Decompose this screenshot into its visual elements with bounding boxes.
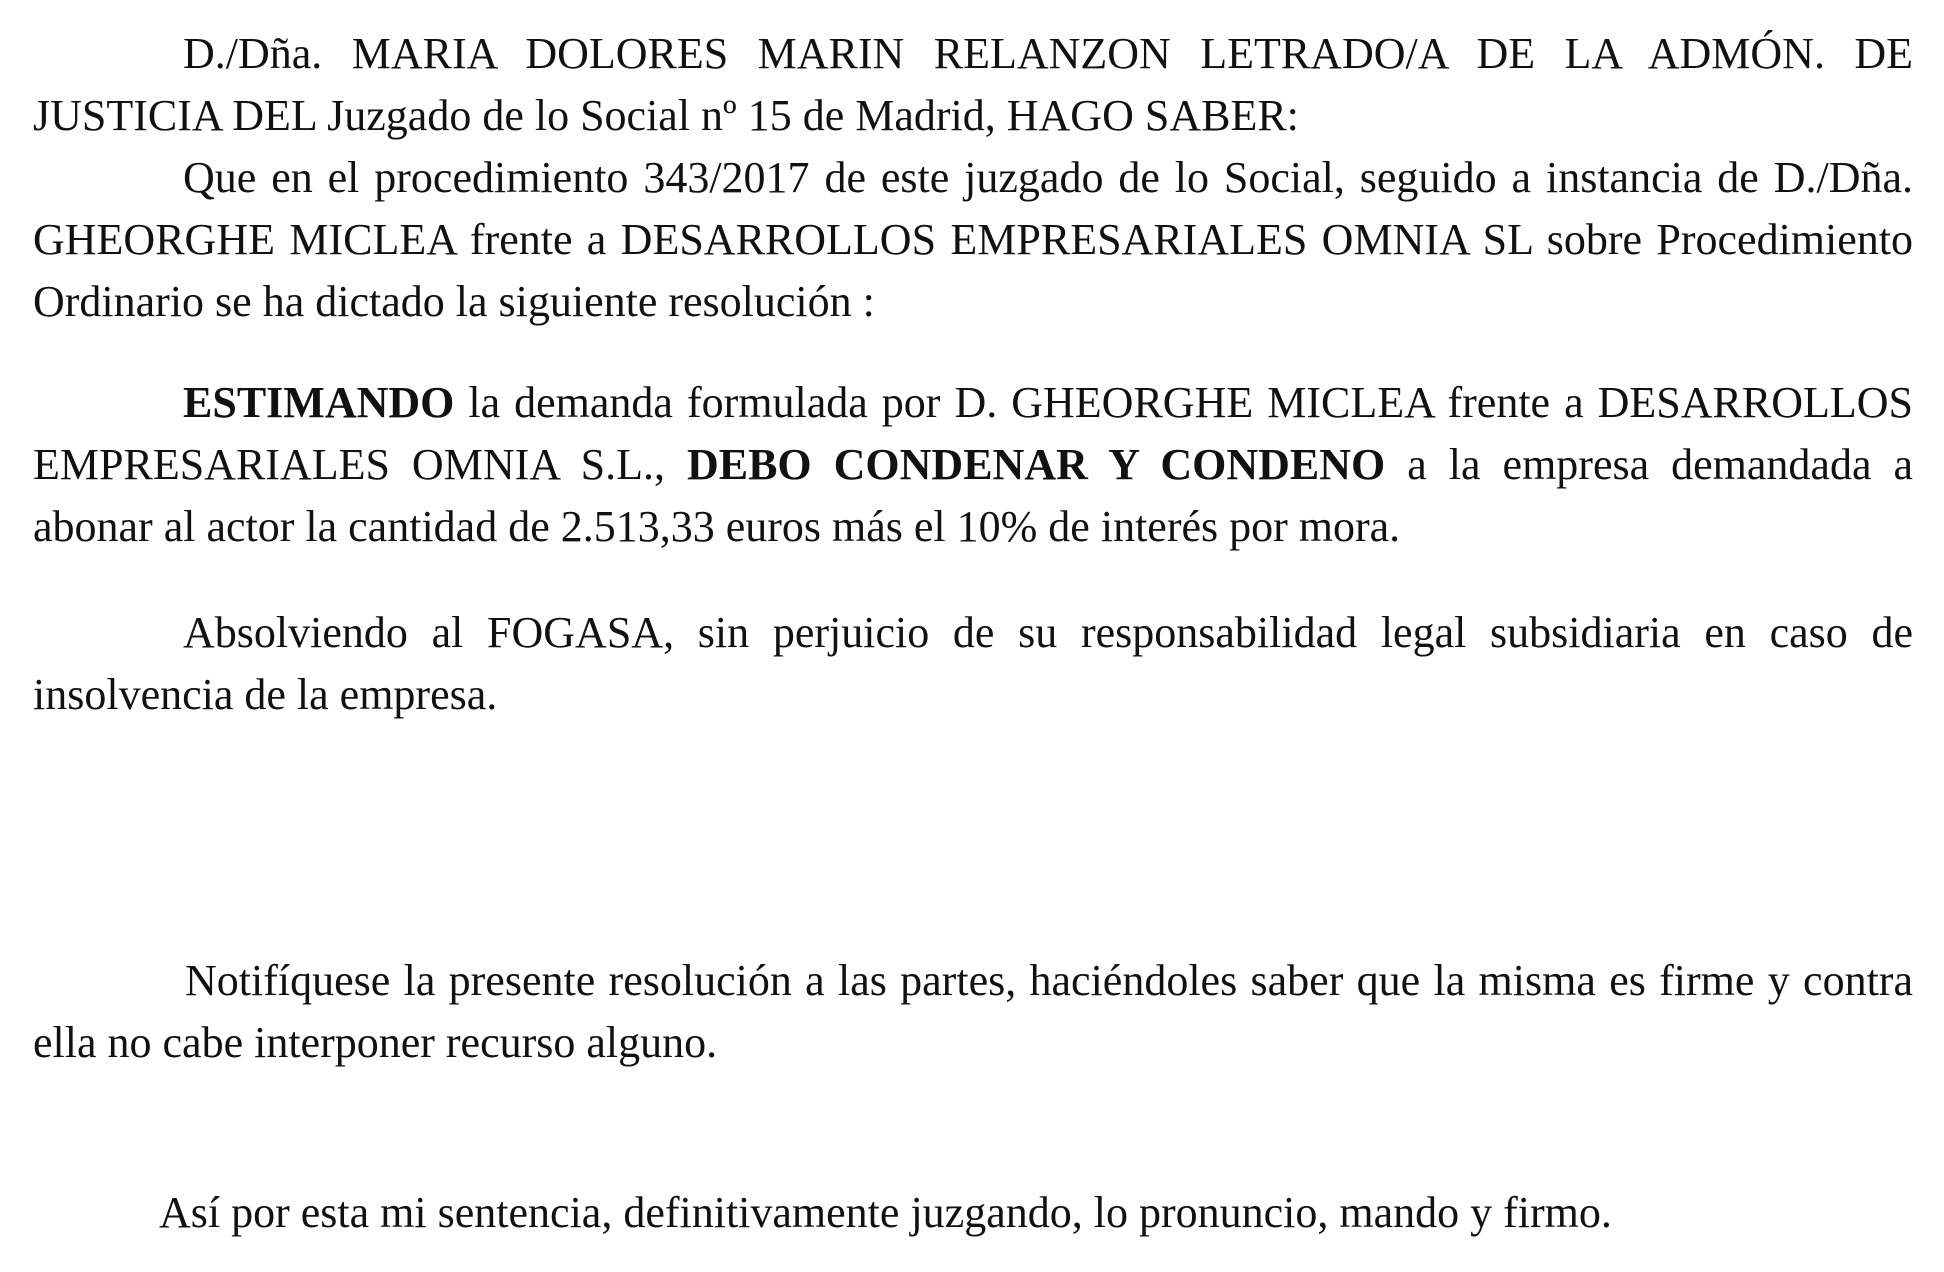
ruling-text-2: a la empresa demandada a abonar al actor la cantidad de 2.513,33 euros más el 10% de interés por mora. — [33, 440, 1914, 551]
ruling-bold-mid: DEBO CONDENAR Y CONDENO — [686, 440, 1386, 489]
ruling-bold-lead: ESTIMANDO — [183, 378, 455, 427]
fogasa-paragraph: Absolviendo al FOGASA, sin perjuicio de su responsabilidad legal subsidiaria en caso de insolvencia de la empresa. — [33, 608, 1913, 719]
ruling-text-1: la demanda formulada por D. GHEORGHE MICLEA frente a DESARROLLOS EMPRESARIALES OMNIA S.L., — [33, 378, 1913, 489]
notification-paragraph: Notifíquese la presente resolución a las partes, haciéndoles saber que la misma es firme y contra ella no cabe interponer recurso alguno. — [33, 956, 1913, 1067]
intro-paragraph: Que en el procedimiento 343/2017 de este juzgado de lo Social, seguido a instancia de D./Dña. GHEORGHE MICLEA frente a DESARROLLOS EMPRESARIALES OMNIA SL sobre Procedimiento Ordinario se ha dictado la siguiente resolución : — [33, 153, 1913, 326]
ruling-paragraph — [33, 372, 1913, 558]
header-paragraph: D./Dña. MARIA DOLORES MARIN RELANZON LETRADO/A DE LA ADMÓN. DE JUSTICIA DEL Juzgado de lo Social nº 15 de Madrid, HAGO SABER: — [33, 29, 1913, 140]
closing-paragraph: Así por esta mi sentencia, definitivamente juzgando, lo pronuncio, mando y firmo. — [159, 1188, 1612, 1237]
